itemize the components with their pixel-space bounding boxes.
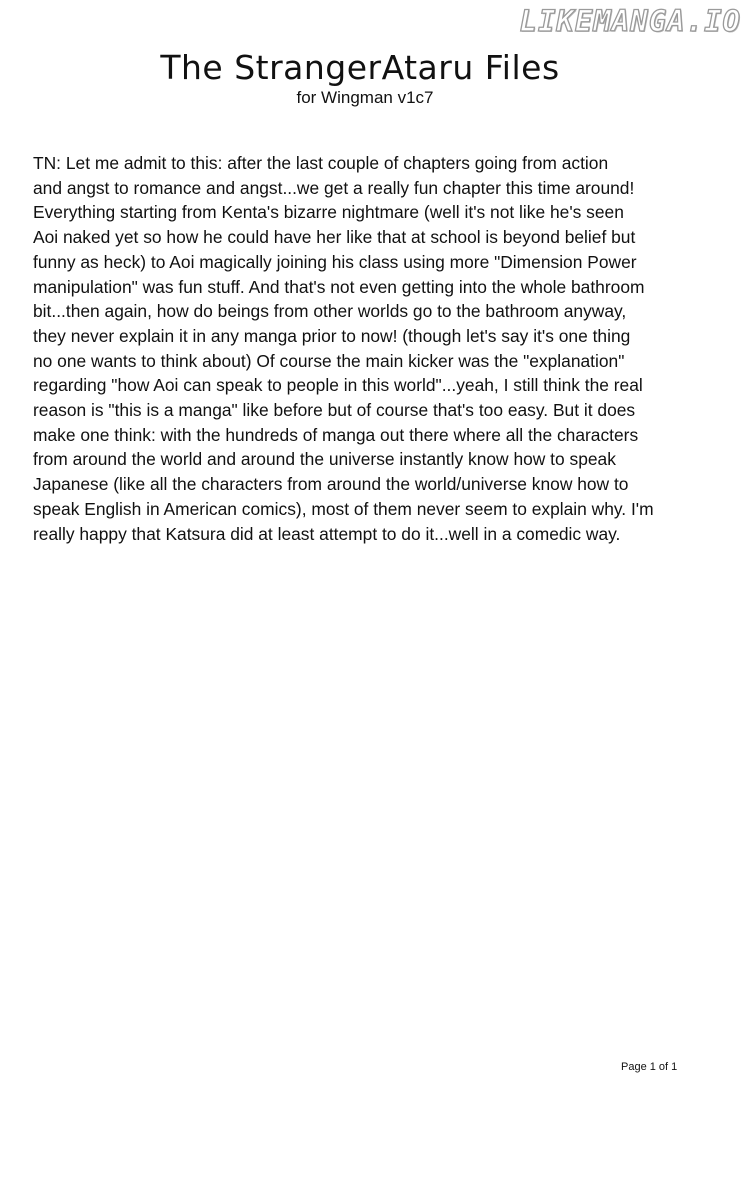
note-line: make one think: with the hundreds of manga out there where all the characters <box>33 424 639 445</box>
note-line: they never explain it in any manga prior to now! (though let's say it's one thing <box>33 325 631 346</box>
note-line: Everything starting from Kenta's bizarre nightmare (well it's not like he's seen <box>33 202 624 223</box>
site-watermark: LIKEMANGA.IO <box>519 4 741 38</box>
document-title: The StrangerAtaru Files <box>160 48 560 87</box>
note-line: regarding "how Aoi can speak to people in this world"...yeah, I still think the real <box>33 375 643 396</box>
note-line: speak English in American comics), most of them never seem to explain why. I'm <box>33 498 654 519</box>
note-line: no one wants to think about) Of course the main kicker was the "explanation" <box>33 350 625 371</box>
note-line: and angst to romance and angst...we get a really fun chapter this time around! <box>33 177 635 198</box>
note-line: really happy that Katsura did at least attempt to do it...well in a comedic way. <box>33 523 621 544</box>
page-number: Page 1 of 1 <box>621 1061 678 1073</box>
note-line: manipulation" was fun stuff. And that's not even getting into the whole bathroom <box>33 276 645 297</box>
note-line: Japanese (like all the characters from around the world/universe know how to <box>33 474 629 495</box>
document-subtitle: for Wingman v1c7 <box>296 88 434 107</box>
translator-note <box>33 151 733 546</box>
note-line: TN: Let me admit to this: after the last couple of chapters going from action <box>33 153 609 173</box>
note-line: bit...then again, how do beings from other worlds go to the bathroom anyway, <box>33 301 627 322</box>
note-line: Aoi naked yet so how he could have her like that at school is beyond belief but <box>33 227 636 248</box>
note-line: from around the world and around the universe instantly know how to speak <box>33 449 616 470</box>
note-line: funny as heck) to Aoi magically joining his class using more "Dimension Power <box>33 251 637 272</box>
note-line: reason is "this is a manga" like before but of course that's too easy. But it does <box>33 400 636 421</box>
